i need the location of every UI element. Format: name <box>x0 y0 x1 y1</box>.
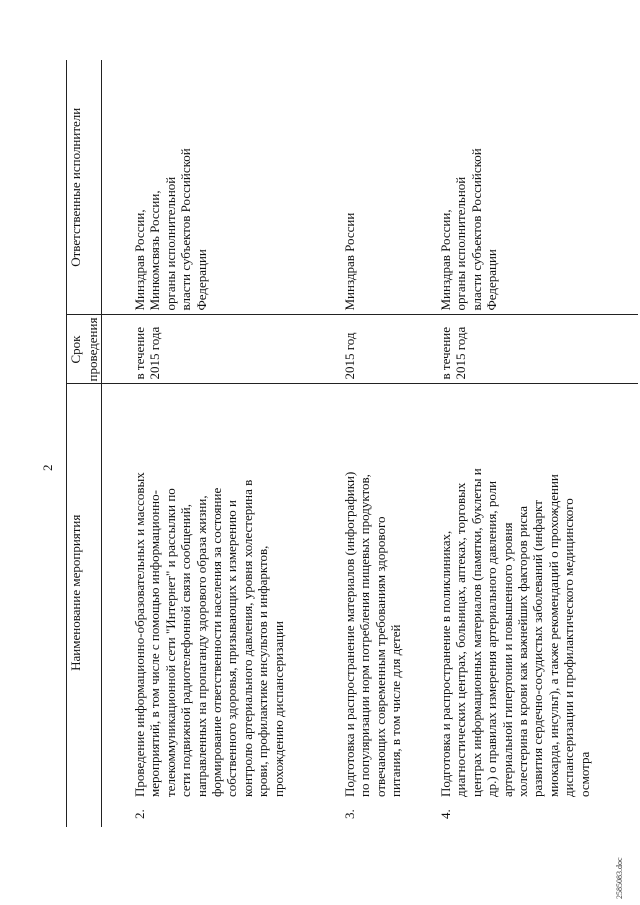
text-line: органы исполнительной <box>453 176 469 311</box>
responsible-cell <box>428 60 638 315</box>
text-line: Проведение информационно-образовательных и массовых <box>132 472 147 797</box>
text-line: в течение <box>438 326 453 380</box>
page-number: 2 <box>40 464 55 471</box>
text-line: собственного здоровья, призывающих к измерению и <box>224 500 240 797</box>
text-line: диспансеризации и профилактического медицинского <box>561 498 577 797</box>
header-responsible: Ответственные исполнители <box>68 107 83 267</box>
term-cell <box>428 315 638 384</box>
text-line: по популяризации норм потребления пищевых продуктов, <box>357 474 373 797</box>
table-row <box>428 60 638 827</box>
header-event-name: Наименование мероприятия <box>67 384 102 801</box>
text-line: органы исполнительной <box>162 176 178 311</box>
text-line: 2015 года <box>453 326 469 380</box>
text-line: Минздрав России, <box>438 209 453 311</box>
text-line: диагностических центрах, больницах, аптеках, торговых <box>453 482 469 797</box>
responsible-cell <box>102 60 333 315</box>
table-header-row <box>67 60 102 827</box>
text-line: 2015 года <box>147 326 163 380</box>
text-line: Федерации <box>193 249 209 311</box>
text-line: Минкомсвязь России, <box>147 190 163 311</box>
row-number: 4. <box>438 809 453 819</box>
text-line: крови, профилактике инсультов и инфарктов, <box>255 545 271 797</box>
term-cell <box>332 315 428 384</box>
text-line: питания, в том числе для детей <box>388 624 404 797</box>
term-cell <box>102 315 333 384</box>
text-line: власти субъектов Российской <box>178 148 194 311</box>
text-line: Подготовка и распространение материалов (инфографики) <box>342 471 357 797</box>
event-name-cell <box>102 384 333 801</box>
row-number: 2. <box>132 809 147 819</box>
text-line: формирование ответственности населения за состояние <box>209 487 225 797</box>
text-line: мероприятий, в том числе с помощью информационно- <box>147 490 163 797</box>
text-line: 2015 год <box>342 332 357 380</box>
table-row <box>332 60 428 827</box>
text-line: власти субъектов Российской <box>468 148 484 311</box>
text-line: Минздрав России, <box>132 209 147 311</box>
text-line: контролю артериального давления, уровня холестерина в <box>239 479 255 797</box>
text-line: в течение <box>132 326 147 380</box>
events-table <box>66 60 638 827</box>
text-line: Федерации <box>484 249 500 311</box>
text-line: направленных на пропаганду здорового образа жизни, <box>193 495 209 797</box>
text-line: телекоммуникационной сети "Интернет" и рассылки по <box>162 488 178 797</box>
event-name-cell <box>332 384 428 801</box>
text-line: осмотра <box>576 751 592 797</box>
text-line: холестерина в крови как важнейших факторов риска <box>515 505 531 797</box>
text-line: др.) о правилах измерения артериального давления, роли <box>484 480 500 797</box>
text-line: отвечающих современным требованиям здорового <box>372 516 388 797</box>
text-line: сети подвижной радиотелефонной связи сообщений, <box>178 504 194 797</box>
text-line: прохождению диспансеризации <box>270 620 286 797</box>
text-line: миокарда, инсульт), а также рекомендаций о прохождении <box>545 474 561 797</box>
text-line: центрах информационных материалов (памятки, буклеты и <box>468 468 484 797</box>
document-filename: 2585083.doc <box>615 857 624 899</box>
text-line: артериальной гипертонии и повышенного уровня <box>499 522 515 797</box>
row-number: 3. <box>342 809 357 819</box>
text-line: развития сердечно-сосудистых заболеваний (инфаркт <box>530 500 546 797</box>
header-number <box>67 801 102 827</box>
text-line: Подготовка и распространение в поликлиниках, <box>438 530 453 797</box>
text-line: Минздрав России <box>342 212 357 311</box>
table-row <box>102 60 333 827</box>
event-name-cell <box>428 384 638 801</box>
responsible-cell <box>332 60 428 315</box>
header-term: Срок проведения <box>67 315 102 384</box>
